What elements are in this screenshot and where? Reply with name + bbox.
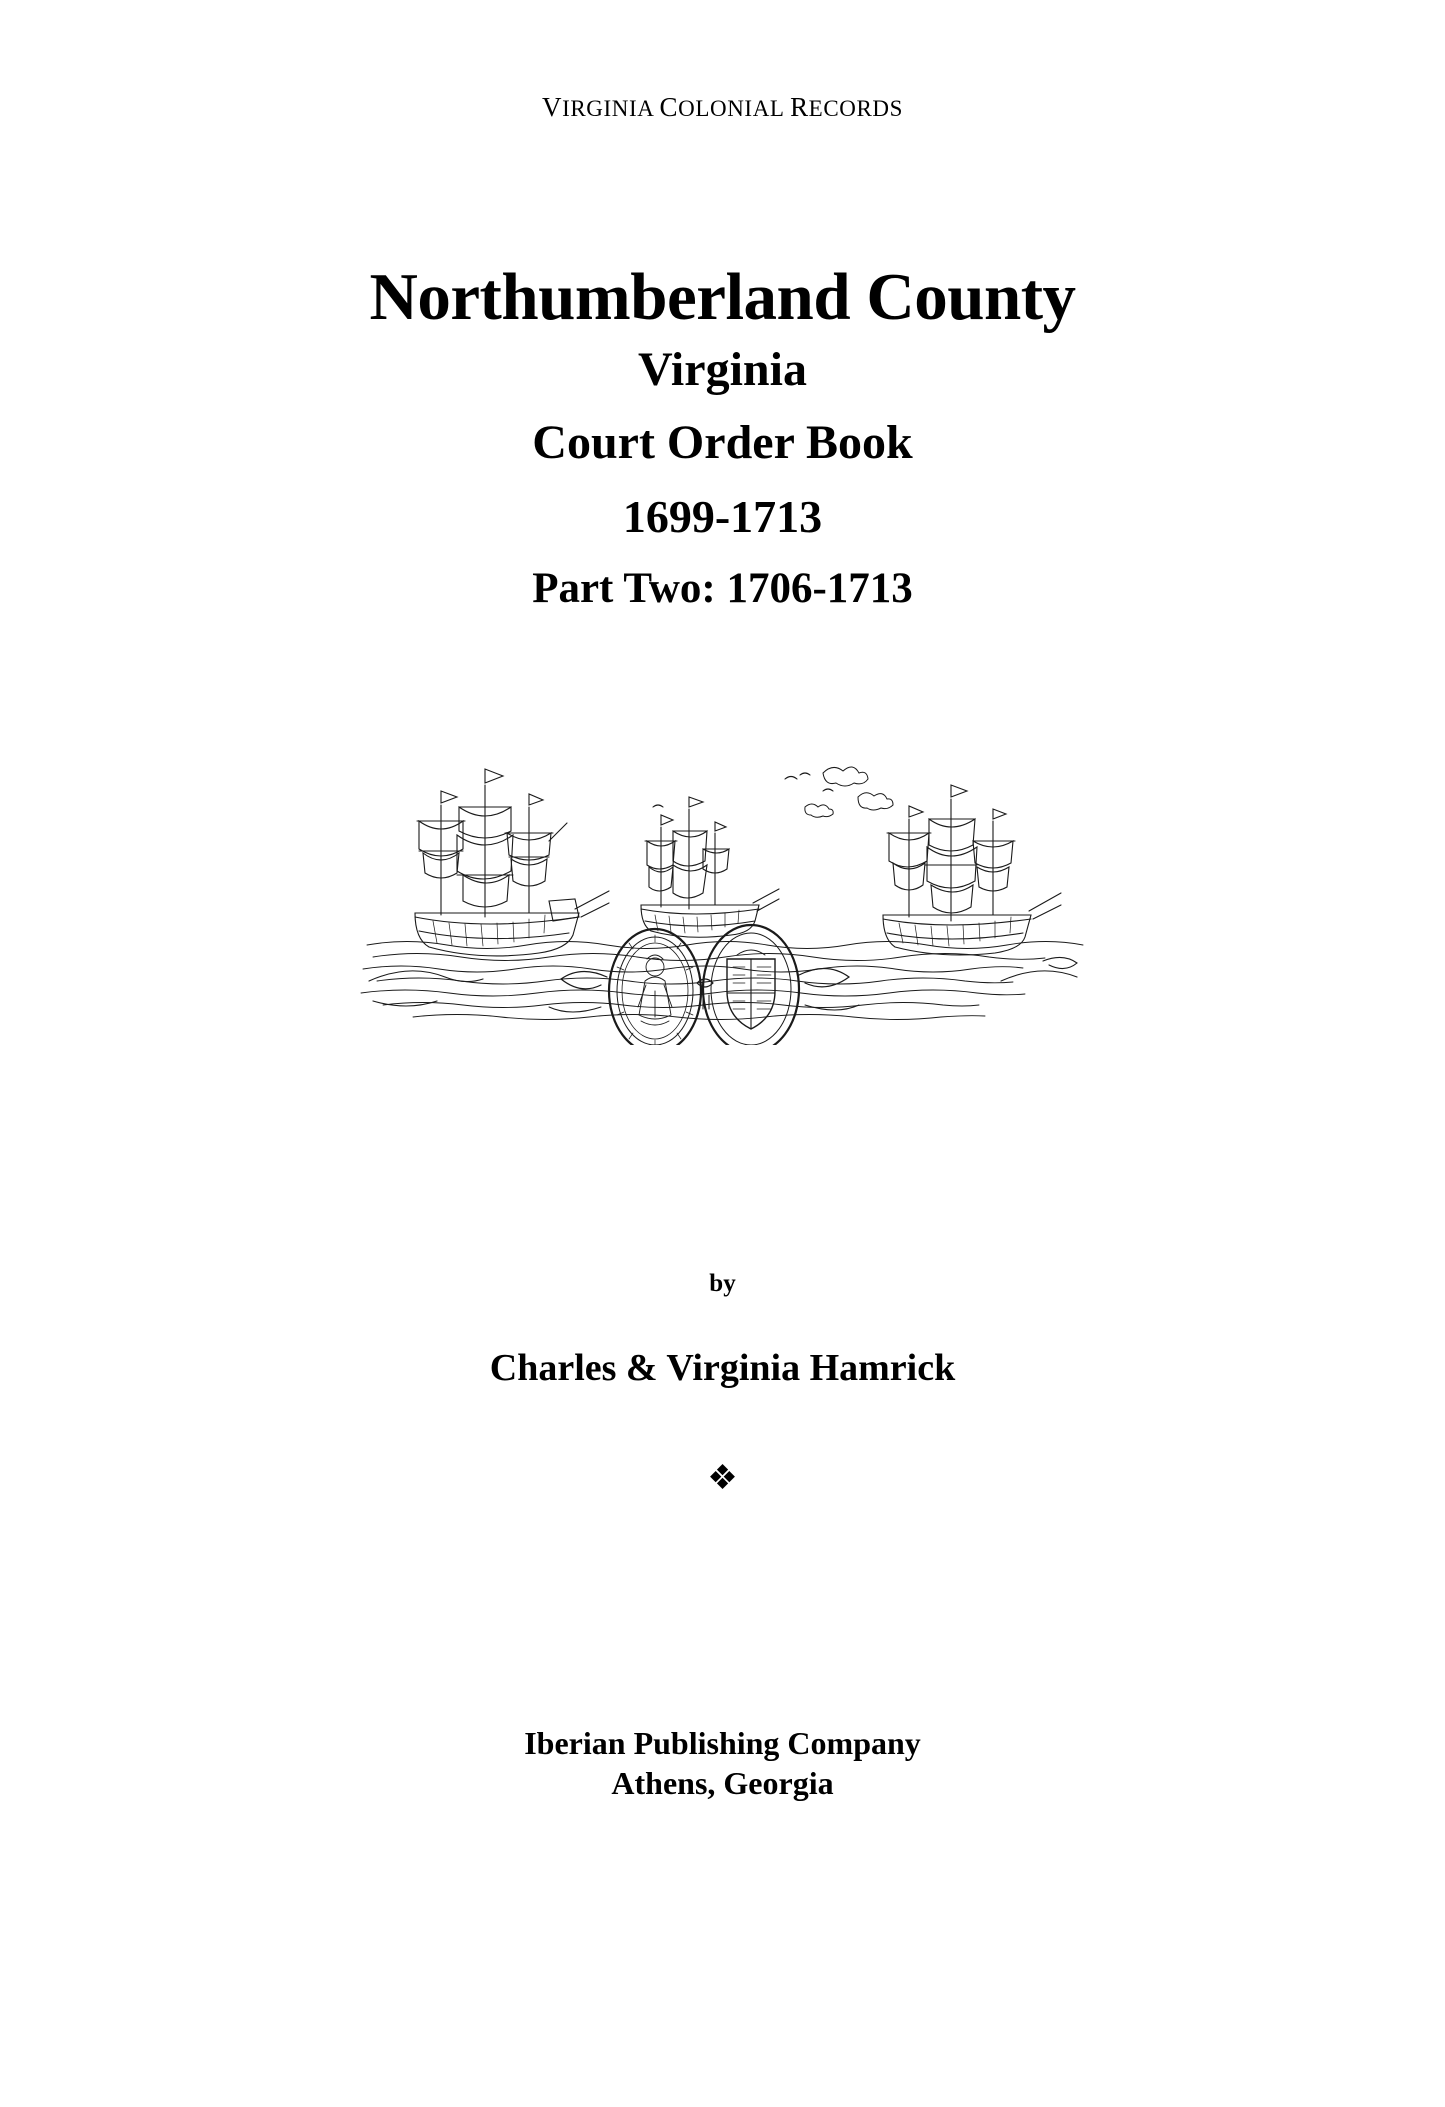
colonial-ships-and-seals-engraving [353, 745, 1093, 1045]
engraving-svg [353, 745, 1093, 1045]
running-head [0, 92, 1445, 123]
title-years: 1699-1713 [622, 490, 823, 542]
ornament-glyph: ❖ [707, 1460, 738, 1497]
running-head-text: VIRGINIA COLONIAL RECORDS [541, 92, 904, 122]
diamond-ornament-icon [0, 1462, 1445, 1496]
page-title: Northumberland County [369, 260, 1076, 334]
publisher-imprint [0, 1723, 1445, 1803]
byline [0, 1270, 1445, 1390]
publisher-city: Athens, Georgia [611, 1765, 834, 1801]
title-series: Court Order Book [532, 416, 913, 470]
byline-by-label: by [709, 1270, 736, 1297]
title-block [0, 262, 1445, 612]
author-names: Charles & Virginia Hamrick [489, 1347, 956, 1389]
title-state: Virginia [638, 343, 807, 397]
title-part: Part Two: 1706-1713 [532, 564, 913, 612]
publisher-name: Iberian Publishing Company [524, 1725, 921, 1761]
